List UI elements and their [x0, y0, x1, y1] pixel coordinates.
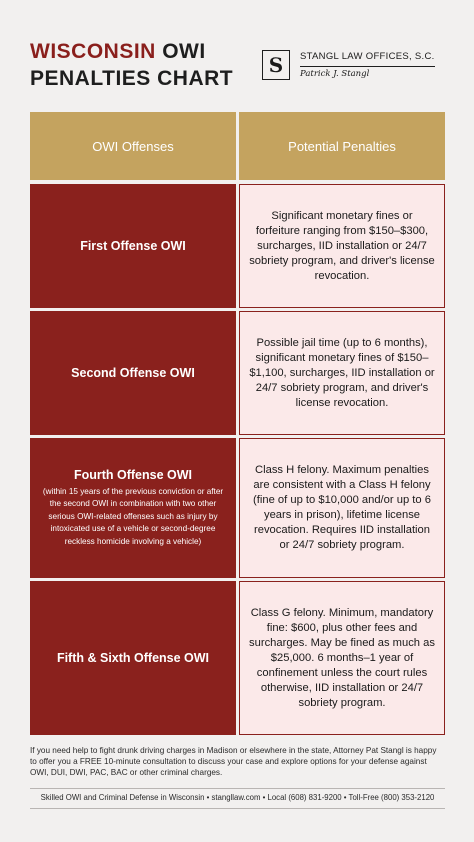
- offense-cell: [30, 438, 236, 578]
- title-word-wisconsin: WISCONSIN: [30, 40, 156, 63]
- offense-name: Fourth Offense OWI: [73, 467, 193, 482]
- title-word-owi: OWI: [162, 40, 206, 63]
- offense-note: (within 15 years of the previous conviction or after the second OWI in combination with two other serious OWI-related offenses such as injury by intoxicated use of a vehicle or second-degree reckless homicide involving a vehicle): [42, 486, 224, 546]
- firm-signature: Patrick J. Stangl: [300, 66, 435, 79]
- divider-bottom: [30, 808, 445, 809]
- header-penalties: Potential Penalties: [239, 112, 445, 180]
- table-row: [30, 438, 445, 578]
- offense-cell: [30, 581, 236, 735]
- penalty-cell: Class H felony. Maximum penalties are consistent with a Class H felony (fine of up to $10,000 and/or up to 6 years in prison), lifetime license revocation. Requires IID installation or 24/7 sobriety program.: [239, 438, 445, 578]
- offense-name: Second Offense OWI: [71, 366, 195, 380]
- divider-top: [30, 788, 445, 789]
- penalty-cell: Possible jail time (up to 6 months), significant monetary fines of $150–$1,100, surcharges, IID installation or 24/7 sobriety program, and driver's license revocation.: [239, 311, 445, 435]
- penalty-cell: Significant monetary fines or forfeiture ranging from $150–$300, surcharges, IID installation or 24/7 sobriety program, and driver's license revocation.: [239, 184, 445, 308]
- offense-name: Fifth & Sixth Offense OWI: [56, 651, 210, 665]
- page-title: [30, 38, 233, 92]
- firm-logo: [262, 50, 435, 80]
- offense-cell: [30, 311, 236, 435]
- logo-monogram: S: [262, 50, 290, 80]
- table-row: [30, 581, 445, 735]
- offense-cell: [30, 184, 236, 308]
- title-line-2: PENALTIES CHART: [30, 67, 234, 90]
- contact-line: Skilled OWI and Criminal Defense in Wisconsin • stangllaw.com • Local (608) 831-9200 • Toll-Free (800) 353-2120: [40, 793, 435, 802]
- table-row: [30, 184, 445, 308]
- table-row: [30, 311, 445, 435]
- header-offenses: OWI Offenses: [30, 112, 236, 180]
- penalties-table: [30, 112, 445, 735]
- penalty-cell: Class G felony. Minimum, mandatory fine: $600, plus other fees and surcharges. May be fined as much as $25,000. 6 months–1 year of confinement unless the court rules otherwise, IID installation or 24/7 sobriety program.: [239, 581, 445, 735]
- consultation-paragraph: If you need help to fight drunk driving charges in Madison or elsewhere in the state, Attorney Pat Stangl is happy to offer you a FREE 10-minute consultation to discuss your case and explore options for your defense against OWI, DUI, DWI, PAC, BAC or other criminal charges.: [30, 746, 437, 777]
- table-header-row: [30, 112, 445, 180]
- firm-name: STANGL LAW OFFICES, S.C.: [300, 51, 435, 62]
- offense-name: First Offense OWI: [80, 239, 186, 253]
